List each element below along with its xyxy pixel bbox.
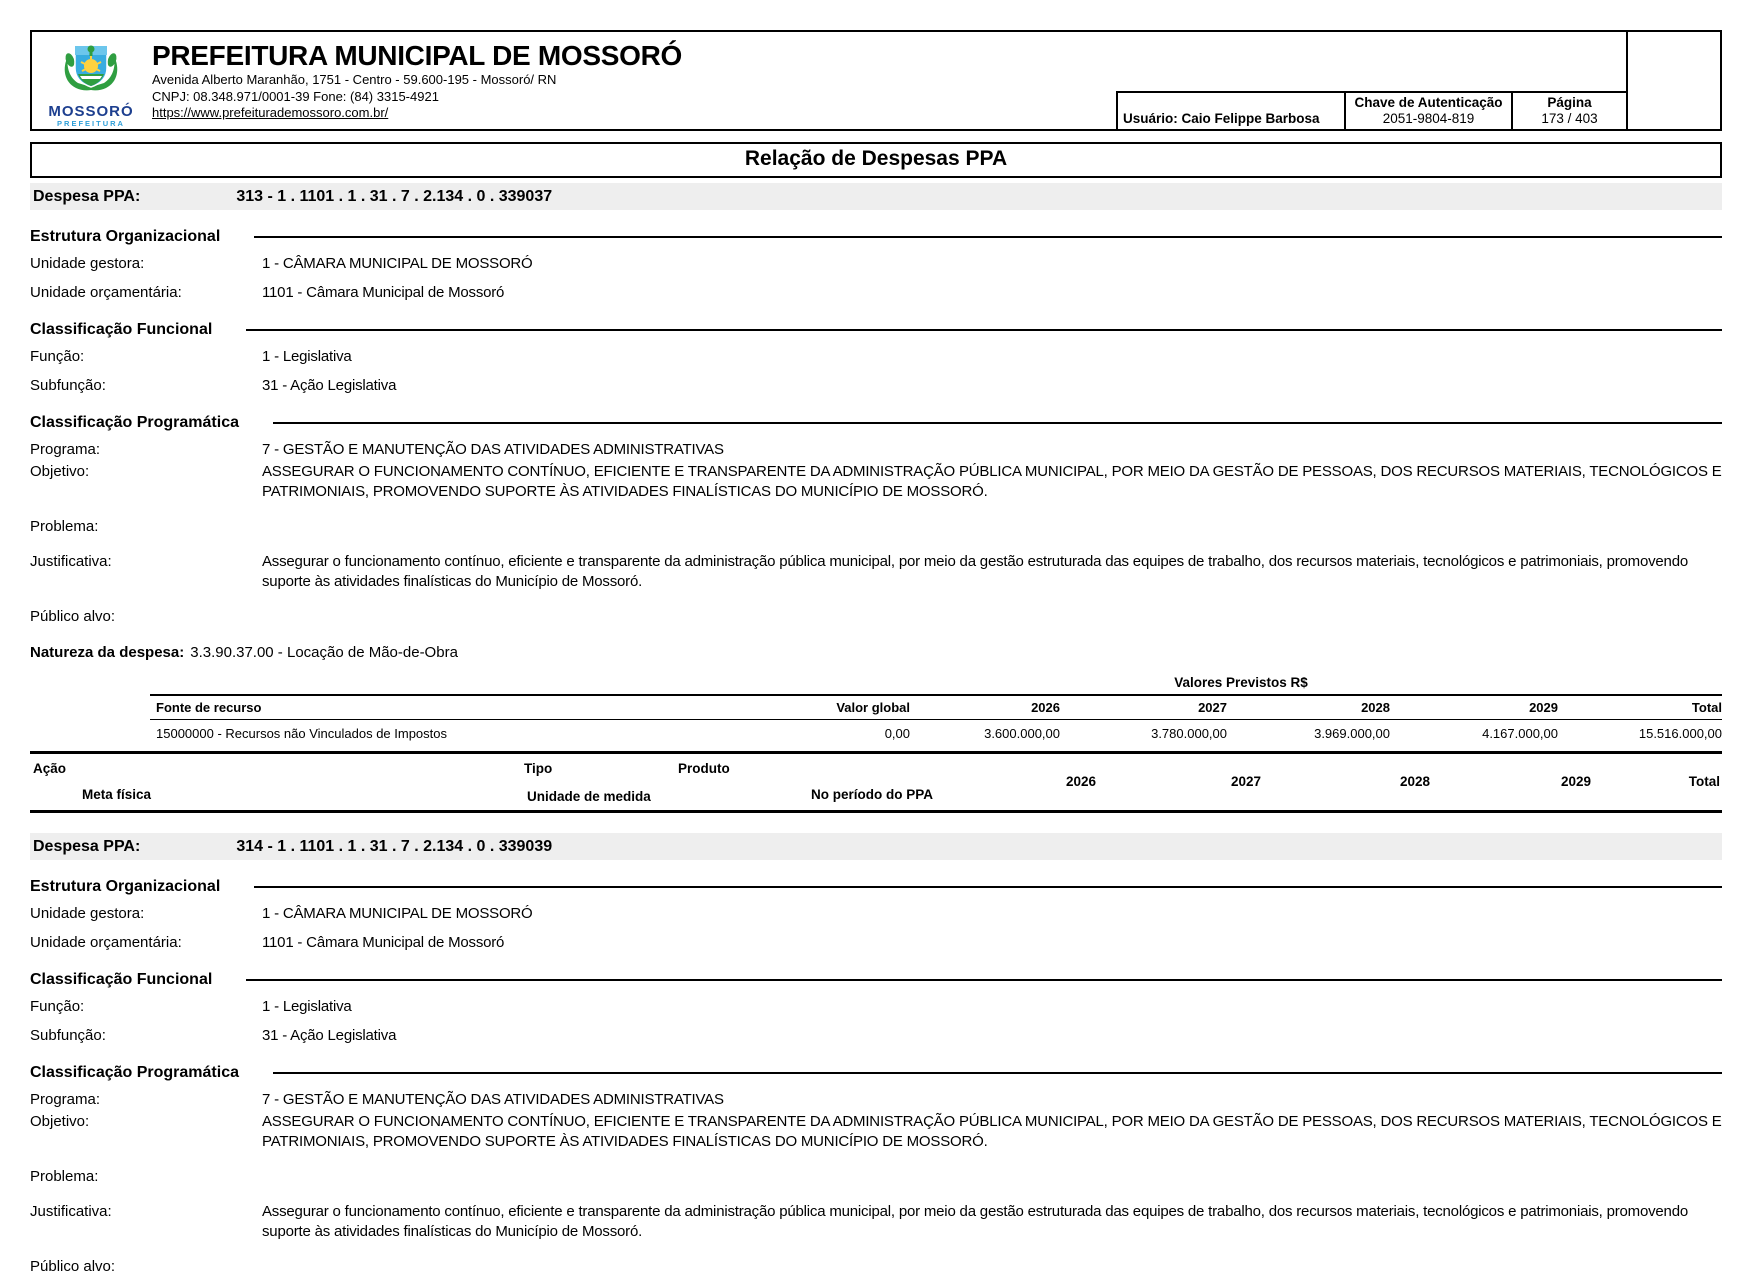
user-cell: Usuário: Caio Felippe Barbosa <box>1123 111 1320 126</box>
col-total: Total <box>1688 774 1720 789</box>
despesa-ppa-bar <box>30 833 1722 860</box>
fonte-recurso-table <box>150 694 1722 749</box>
col-fonte-de-recurso: Fonte de recurso <box>150 695 760 720</box>
despesa-ppa-code: 314 - 1 . 1101 . 1 . 31 . 7 . 2.134 . 0 . 339039 <box>236 837 553 855</box>
cell-fonte: 15000000 - Recursos não Vinculados de Impostos <box>156 726 448 741</box>
field-programa: Programa: 7 - GESTÃO E MANUTENÇÃO DAS ATIVIDADES ADMINISTRATIVAS <box>30 1091 724 1108</box>
auth-key-value: 2051-9804-819 <box>1382 111 1475 126</box>
page-value: 173 / 403 <box>1541 111 1598 126</box>
cell-valor-global: 0,00 <box>884 726 910 741</box>
natureza-da-despesa: Natureza da despesa: 3.3.90.37.00 - Locação de Mão-de-Obra <box>30 644 458 661</box>
cell-2026: 3.600.000,00 <box>984 726 1060 741</box>
field-objetivo: Objetivo: ASSEGURAR O FUNCIONAMENTO CONTÍNUO, EFICIENTE E TRANSPARENTE DA ADMINISTRAÇÃO PÚBLICA MUNICIPAL, POR MEIO DA GESTÃO DE PESSOAS, DOS RECURSOS MATERIAIS, TECNOLÓGICOS E PATRIMONIAIS, PROMOVENDO SUPORTE ÀS ATIVIDADES FINALÍSTICAS DO MUNICÍPIO DE MOSSORÓ. <box>30 1113 1722 1150</box>
col-unidade-medida: Unidade de medida <box>527 789 651 804</box>
section-heading-estrutura: Estrutura Organizacional <box>30 878 1722 896</box>
cell-2028: 3.969.000,00 <box>1314 726 1390 741</box>
organization-website-link[interactable]: https://www.prefeiturademossoro.com.br/ <box>152 105 389 120</box>
col-acao: Ação <box>33 761 67 776</box>
field-programa: Programa: 7 - GESTÃO E MANUTENÇÃO DAS ATIVIDADES ADMINISTRATIVAS <box>30 441 724 458</box>
field-subfuncao: Subfunção: 31 - Ação Legislativa <box>30 1027 397 1044</box>
col-produto: Produto <box>678 761 730 776</box>
col-no-periodo-ppa: No período do PPA <box>811 787 933 802</box>
heading-rule <box>273 422 1722 424</box>
section-heading-programatica: Classificação Programática <box>30 414 1722 432</box>
heading-rule <box>254 886 1722 888</box>
organization-address: Avenida Alberto Maranhão, 1751 - Centro - 59.600-195 - Mossoró/ RN <box>152 72 557 87</box>
heading-rule <box>273 1072 1722 1074</box>
municipality-logo <box>42 38 140 128</box>
section-heading-programatica: Classificação Programática <box>30 1064 1722 1082</box>
fonte-table-header-row <box>150 695 1722 720</box>
field-justificativa: Justificativa: Assegurar o funcionamento contínuo, eficiente e transparente da administração pública municipal, por meio da gestão estruturada das equipes de trabalho, dos recursos materiais, tecnológicos e patrimoniais, promovendo suporte às atividades finalísticas do Município de Mossoró. <box>30 553 1688 590</box>
page-cell <box>1511 93 1626 129</box>
despesa-ppa-code: 313 - 1 . 1101 . 1 . 31 . 7 . 2.134 . 0 . 339037 <box>236 187 553 205</box>
heading-rule <box>254 236 1722 238</box>
field-unidade-orcamentaria: Unidade orçamentária: 1101 - Câmara Municipal de Mossoró <box>30 934 505 951</box>
auth-key-cell <box>1344 93 1511 129</box>
field-funcao: Função: 1 - Legislativa <box>30 998 352 1015</box>
field-publico-alvo: Público alvo: <box>30 608 116 625</box>
header-empty-box <box>1626 32 1720 129</box>
col-meta-fisica: Meta física <box>82 787 152 802</box>
logo-city-name: MOSSORÓ <box>48 103 134 120</box>
col-total: Total <box>1558 695 1722 720</box>
field-justificativa: Justificativa: Assegurar o funcionamento contínuo, eficiente e transparente da administração pública municipal, por meio da gestão estruturada das equipes de trabalho, dos recursos materiais, tecnológicos e patrimoniais, promovendo suporte às atividades finalísticas do Município de Mossoró. <box>30 1203 1688 1240</box>
field-problema: Problema: <box>30 518 99 535</box>
despesa-ppa-label: Despesa PPA: <box>33 837 141 855</box>
field-subfuncao: Subfunção: 31 - Ação Legislativa <box>30 377 397 394</box>
col-year-2028: 2028 <box>1399 774 1431 789</box>
field-publico-alvo: Público alvo: <box>30 1258 116 1275</box>
organization-name: PREFEITURA MUNICIPAL DE MOSSORÓ <box>152 40 682 71</box>
organization-cnpj-phone: CNPJ: 08.348.971/0001-39 Fone: (84) 3315-4921 <box>152 88 439 104</box>
fonte-table-row <box>150 720 1722 750</box>
logo-subtitle: PREFEITURA <box>57 119 125 128</box>
col-year-2026: 2026 <box>1065 774 1097 789</box>
field-unidade-gestora: Unidade gestora: 1 - CÂMARA MUNICIPAL DE MOSSORÓ <box>30 905 533 922</box>
field-objetivo: Objetivo: ASSEGURAR O FUNCIONAMENTO CONTÍNUO, EFICIENTE E TRANSPARENTE DA ADMINISTRAÇÃO PÚBLICA MUNICIPAL, POR MEIO DA GESTÃO DE PESSOAS, DOS RECURSOS MATERIAIS, TECNOLÓGICOS E PATRIMONIAIS, PROMOVENDO SUPORTE ÀS ATIVIDADES FINALÍSTICAS DO MUNICÍPIO DE MOSSORÓ. <box>30 463 1722 500</box>
despesa-ppa-bar <box>30 183 1722 210</box>
field-problema: Problema: <box>30 1168 99 1185</box>
col-year-2026: 2026 <box>910 695 1060 720</box>
section-heading-funcional: Classificação Funcional <box>30 321 1722 339</box>
field-unidade-gestora: Unidade gestora: 1 - CÂMARA MUNICIPAL DE MOSSORÓ <box>30 255 533 272</box>
col-year-2029: 2029 <box>1390 695 1558 720</box>
col-valor-global: Valor global <box>760 695 910 720</box>
heading-rule <box>246 329 1722 331</box>
report-title: Relação de Despesas PPA <box>30 142 1722 178</box>
field-unidade-orcamentaria: Unidade orçamentária: 1101 - Câmara Municipal de Mossoró <box>30 284 505 301</box>
cell-2029: 4.167.000,00 <box>1482 726 1558 741</box>
header-meta-cells <box>1116 91 1626 129</box>
cell-2027: 3.780.000,00 <box>1151 726 1227 741</box>
heading-rule <box>246 979 1722 981</box>
coat-of-arms-icon <box>60 38 122 98</box>
cell-total: 15.516.000,00 <box>1638 726 1722 741</box>
section-heading-estrutura: Estrutura Organizacional <box>30 228 1722 246</box>
section-heading-funcional: Classificação Funcional <box>30 971 1722 989</box>
col-year-2029: 2029 <box>1560 774 1592 789</box>
col-year-2028: 2028 <box>1227 695 1390 720</box>
valores-previstos-title: Valores Previstos R$ <box>1174 675 1308 690</box>
acao-table-header <box>30 751 1722 813</box>
page-label: Página <box>1547 95 1592 110</box>
field-funcao: Função: 1 - Legislativa <box>30 348 352 365</box>
col-year-2027: 2027 <box>1230 774 1262 789</box>
auth-key-label: Chave de Autenticação <box>1354 95 1503 110</box>
col-tipo: Tipo <box>524 761 553 776</box>
document-header <box>30 30 1722 131</box>
col-year-2027: 2027 <box>1060 695 1227 720</box>
despesa-ppa-label: Despesa PPA: <box>33 187 141 205</box>
